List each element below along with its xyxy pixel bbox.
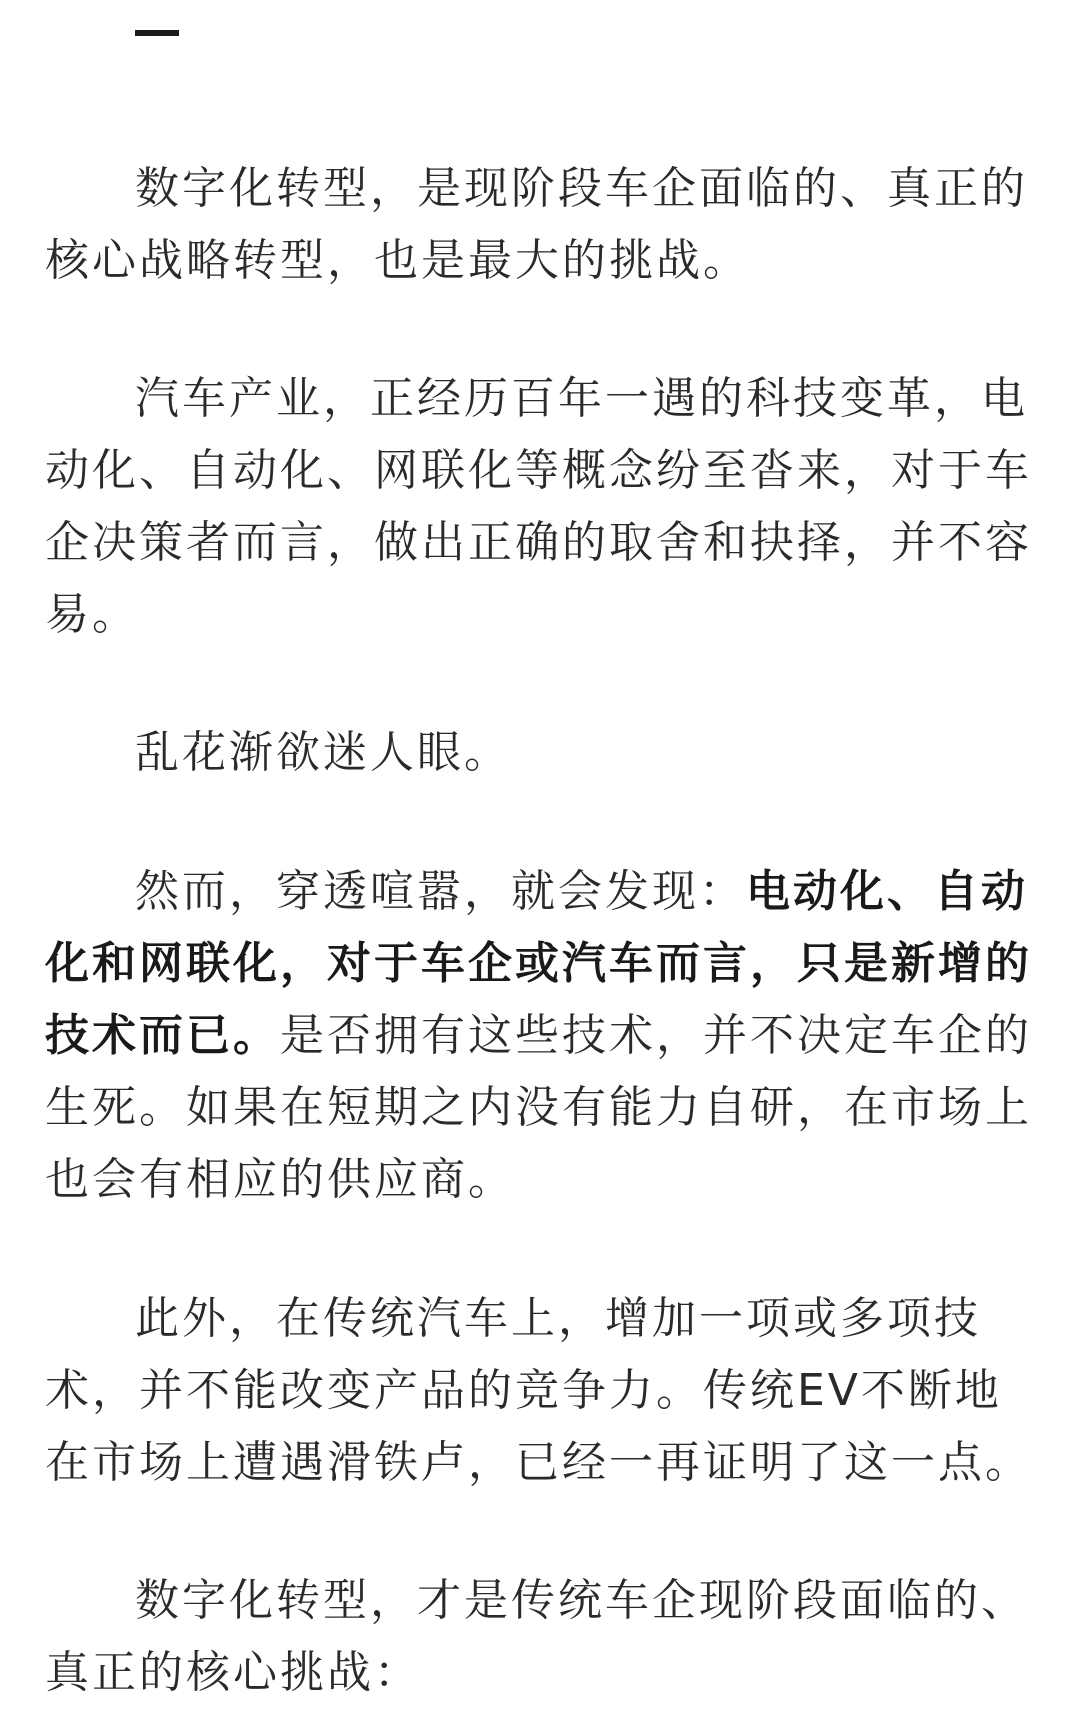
paragraph-bold-emphasis: 电动化、自动化和网联化，对于车企或汽车而言，只是新增的技术而已。 [45, 866, 1032, 1061]
paragraph-text: 乱花渐欲迷人眼。 [135, 727, 511, 778]
paragraph-text: 汽车产业，正经历百年一遇的科技变革，电动化、自动化、网联化等概念纷至沓来，对于车企决策者而言，做出正确的取舍和抉择，并不容易。 [45, 373, 1032, 640]
paragraph-text: 数字化转型，才是传统车企现阶段面临的、真正的核心挑战： [45, 1575, 1028, 1698]
section-divider-dash [135, 30, 179, 36]
paragraph-however [45, 856, 1035, 1216]
paragraph-additionally [45, 1283, 1035, 1499]
paragraph-tail-text: 是否拥有这些技术，并不决定车企的生死。如果在短期之内没有能力自研，在市场上也会有相应的供应商。 [45, 1010, 1032, 1205]
paragraph-text: 此外，在传统汽车上，增加一项或多项技术，并不能改变产品的竞争力。传统EV不断地在市场上遭遇滑铁卢，已经一再证明了这一点。 [45, 1293, 1032, 1488]
paragraph-industry-change [45, 363, 1035, 651]
paragraph-dazzling [45, 717, 1035, 789]
paragraph-text: 数字化转型，是现阶段车企面临的、真正的核心战略转型，也是最大的挑战。 [45, 163, 1028, 286]
paragraph-digital-transformation [45, 153, 1035, 297]
paragraph-core-challenge [45, 1565, 1035, 1709]
paragraph-lead-text: 然而，穿透喧嚣，就会发现： [135, 866, 746, 917]
